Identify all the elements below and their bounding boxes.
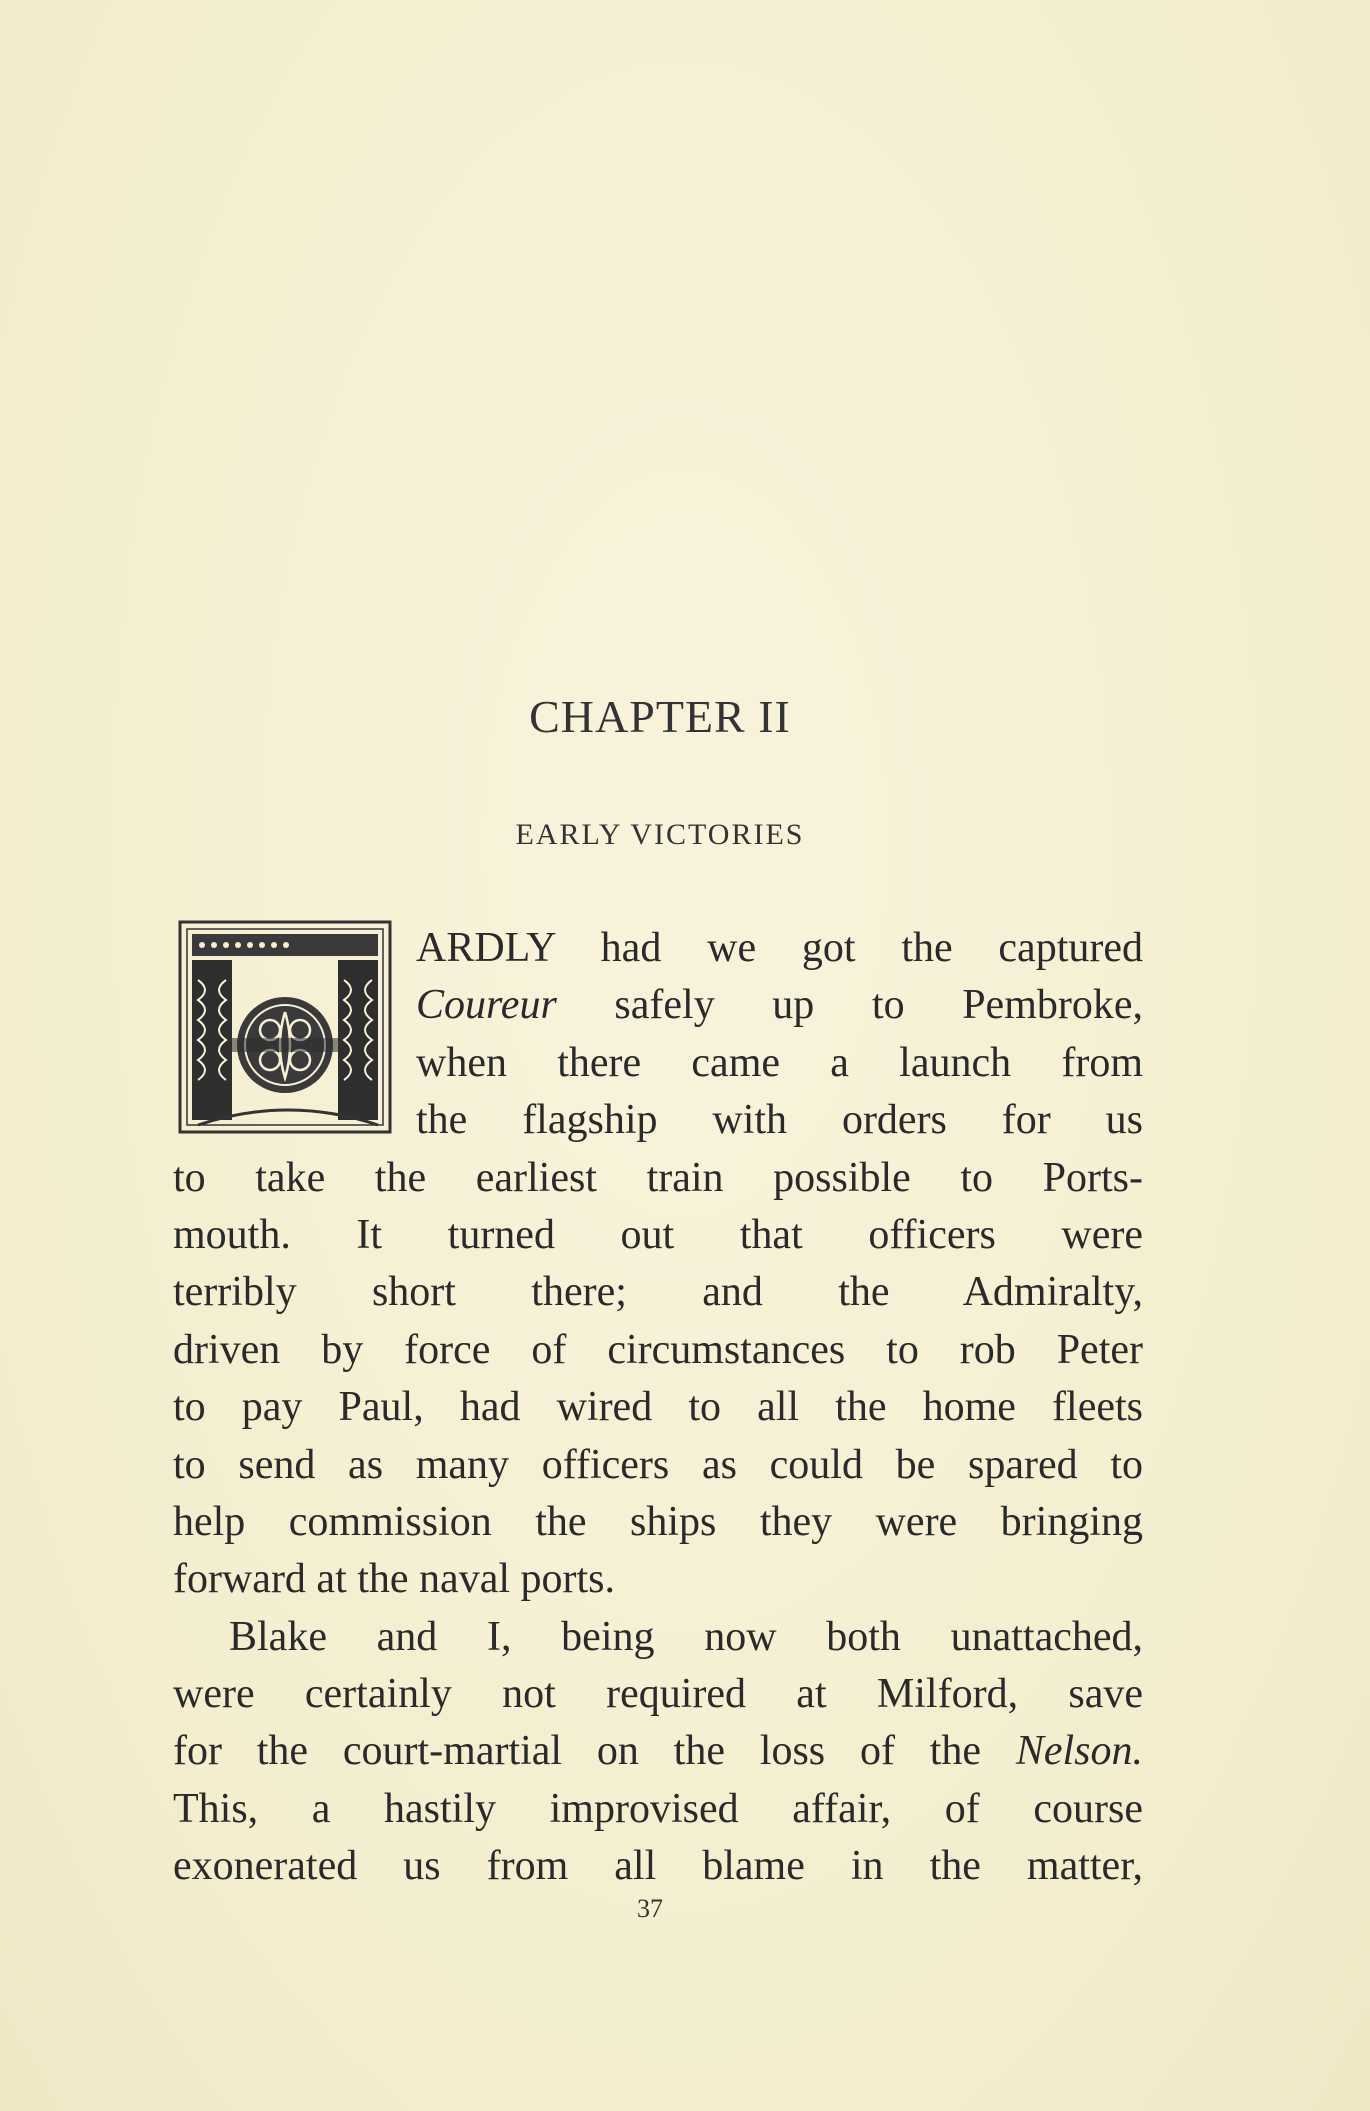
text-line: This, a hastily improvised affair, of course xyxy=(173,1785,1143,1832)
text-fragment: safely up to Pembroke, xyxy=(556,982,1143,1029)
text-line: terribly short there; and the Admiralty, xyxy=(173,1269,1143,1316)
text-line: when there came a launch from xyxy=(416,1039,1143,1086)
text-line xyxy=(173,1723,1143,1780)
page-number: 37 xyxy=(637,1894,663,1923)
text-line: exonerated us from all blame in the matter, xyxy=(173,1843,1143,1890)
text-line: forward at the naval ports. xyxy=(173,1556,616,1603)
text-line: help commission the ships they were bringing xyxy=(173,1498,1143,1545)
text-line: ARDLY had we got the captured xyxy=(416,925,1143,971)
text-line xyxy=(416,977,1143,1034)
text-fragment: for the court-martial on the loss of the xyxy=(173,1728,1016,1775)
text-line: mouth. It turned out that officers were xyxy=(173,1211,1143,1258)
italic-ship-name: Nelson. xyxy=(1015,1728,1143,1775)
body-text xyxy=(173,920,1143,1896)
chapter-subtitle: EARLY VICTORIES xyxy=(515,818,805,851)
text-line: driven by force of circumstances to rob Peter xyxy=(173,1326,1143,1373)
chapter-title: CHAPTER II xyxy=(529,691,791,742)
text-line: the flagship with orders for us xyxy=(416,1097,1143,1144)
text-line: to send as many officers as could be spared to xyxy=(173,1441,1143,1488)
text-line: to pay Paul, had wired to all the home fleets xyxy=(173,1384,1143,1431)
italic-ship-name: Coureur xyxy=(416,982,557,1029)
text-line: to take the earliest train possible to Ports- xyxy=(173,1154,1143,1201)
text-line: were certainly not required at Milford, save xyxy=(173,1671,1143,1718)
text-line: Blake and I, being now both unattached, xyxy=(229,1613,1143,1660)
